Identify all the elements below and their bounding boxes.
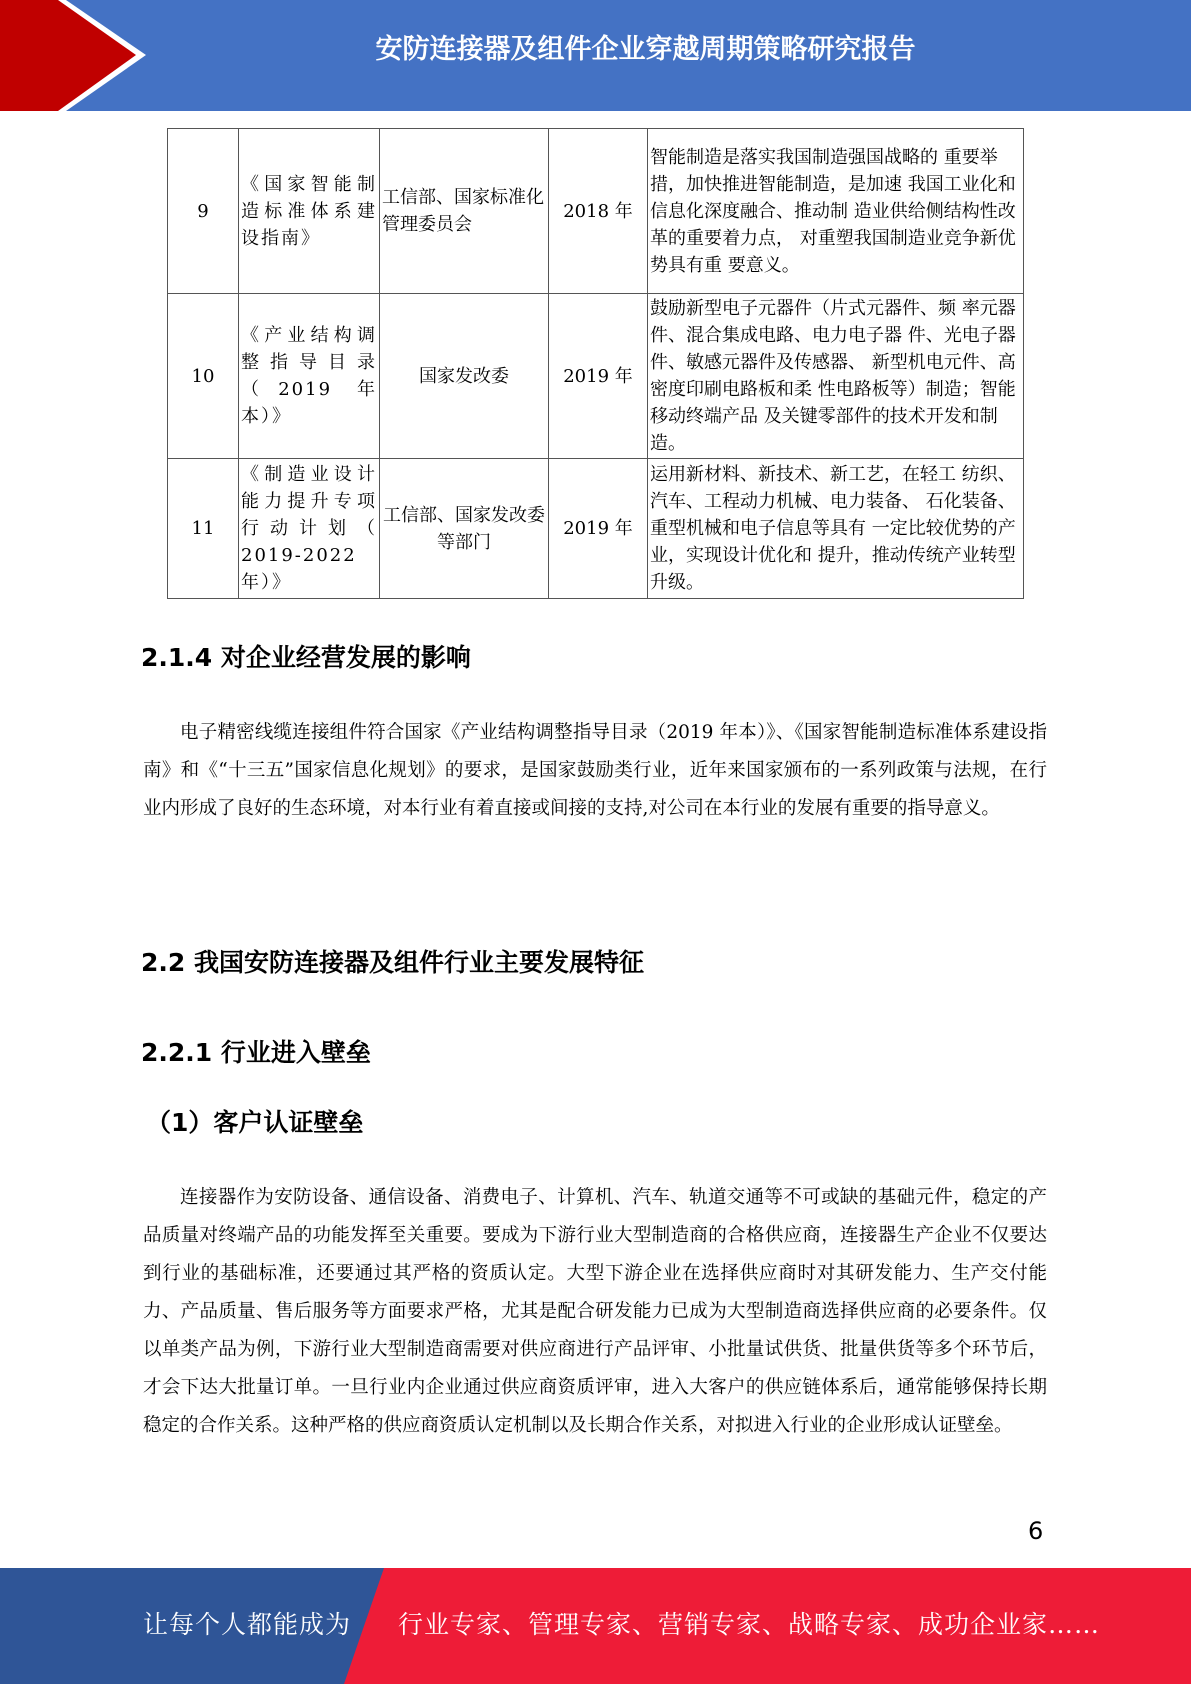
policy-name: 《国家智能制造标准体系建设指南》 [239,129,380,294]
section-2-1-4-paragraph: 电子精密线缆连接组件符合国家《产业结构调整指导目录（2019 年本）》、《国家智能制造标准体系建设指南》和《“十三五”国家信息化规划》的要求，是国家鼓励类行业，近年来国家颁布的一系列政策与法规，在行业内形成了良好的生态环境，对本行业有着直接或间接的支持,对公司在本行业的发展有重要的指导意义。 [143,722,1047,819]
issue-year: 2019 年 [549,459,648,599]
footer-banner [0,1568,1191,1684]
table-row [168,129,1024,294]
issuing-department: 工信部、国家发改委等部门 [380,459,549,599]
issuing-department: 国家发改委 [380,294,549,459]
policy-description: 运用新材料、新技术、新工艺，在轻工 纺织、汽车、工程动力机械、电力装备、 石化装备、重型机械和电子信息等具有 一定比较优势的产业，实现设计优化和 提升，推动传统产业转型升级。 [648,459,1024,599]
issue-year: 2019 年 [549,294,648,459]
section-heading-2-2: 2.2 我国安防连接器及组件行业主要发展特征 [141,948,644,977]
policy-description: 智能制造是落实我国制造强国战略的 重要举措，加快推进智能制造，是加速 我国工业化和信息化深度融合、推动制 造业供给侧结构性改革的重要着力点， 对重塑我国制造业竞争新优势具有重 要意义。 [648,129,1024,294]
policy-name: 《产业结构调整指导目录（2019 年本）》 [239,294,380,459]
section-heading-2-2-1: 2.2.1 行业进入壁垒 [141,1038,371,1067]
subsection-heading-customer-certification: （1）客户认证壁垒 [146,1108,364,1137]
header-banner [0,0,1191,111]
report-title: 安防连接器及组件企业穿越周期策略研究报告 [375,34,916,65]
customer-certification-paragraph: 连接器作为安防设备、通信设备、消费电子、计算机、汽车、轨道交通等不可或缺的基础元件，稳定的产品质量对终端产品的功能发挥至关重要。要成为下游行业大型制造商的合格供应商，连接器生产企业不仅要达到行业的基础标准，还要通过其严格的资质认定。大型下游企业在选择供应商时对其研发能力、生产交付能力、产品质量、售后服务等方面要求严格，尤其是配合研发能力已成为大型制造商选择供应商的必要条件。仅以单类产品为例，下游行业大型制造商需要对供应商进行产品评审、小批量试供货、批量供货等多个环节后，才会下达大批量订单。一旦行业内企业通过供应商资质评审，进入大客户的供应链体系后，通常能够保持长期稳定的合作关系。这种严格的供应商资质认定机制以及长期合作关系，对拟进入行业的企业形成认证壁垒。 [143,1187,1047,1436]
page-number: 6 [1028,1517,1044,1545]
policy-description: 鼓励新型电子元器件（片式元器件、频 率元器件、混合集成电路、电力电子器 件、光电子器件、敏感元器件及传感器、 新型机电元件、高密度印刷电路板和柔 性电路板等）制造；智能移动终端产品 及关键零部件的技术开发和制造。 [648,294,1024,459]
row-number: 10 [168,294,239,459]
policy-table [167,128,1024,599]
chevron-decoration-icon [0,0,200,111]
footer-slogan-right: 行业专家、管理专家、营销专家、战略专家、成功企业家…… [398,1610,1101,1639]
policy-name: 《制造业设计能力提升专项行动计划（ 2019-2022 年）》 [239,459,380,599]
row-number: 9 [168,129,239,294]
table-row [168,294,1024,459]
row-number: 11 [168,459,239,599]
table-row [168,459,1024,599]
section-heading-2-1-4: 2.1.4 对企业经营发展的影响 [141,643,471,672]
footer-slogan-left: 让每个人都能成为 [143,1610,352,1639]
issuing-department: 工信部、国家标准化管理委员会 [380,129,549,294]
issue-year: 2018 年 [549,129,648,294]
